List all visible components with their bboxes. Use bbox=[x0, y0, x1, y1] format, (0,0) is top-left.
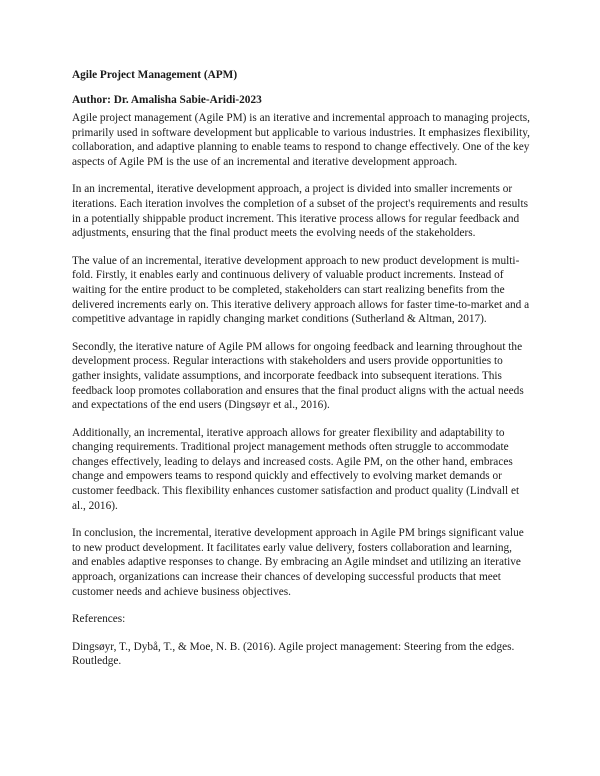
paragraph-feedback: Secondly, the iterative nature of Agile PM allows for ongoing feedback and learning throughout the development process. Regular interactions with stakeholders and users provide opportunities to gather insights, validate assumptions, and incorporate feedback into subsequent iterations. This feedback loop promotes collaboration and ensures that the final product aligns with the actual needs and expectations of the end users (Dingsøyr et al., 2016). bbox=[72, 340, 524, 412]
document-author: Author: Dr. Amalisha Sabie-Aridi-2023 bbox=[72, 94, 262, 106]
reference-item: Dingsøyr, T., Dybå, T., & Moe, N. B. (2016). Agile project management: Steering from the edges. Routledge. bbox=[72, 640, 515, 668]
paragraph-flexibility: Additionally, an incremental, iterative approach allows for greater flexibility and adaptability to changing requirements. Traditional project management methods often struggle to accommodate changes effectively, leading to delays and increased costs. Agile PM, on the other hand, embraces change and empowers teams to respond quickly and effectively to evolving market demands or customer feedback. This flexibility enhances customer satisfaction and product quality (Lindvall et al., 2016). bbox=[72, 426, 520, 512]
paragraph-conclusion: In conclusion, the incremental, iterative development approach in Agile PM brings significant value to new product development. It facilitates early value delivery, fosters collaboration and learning, and enables adaptive responses to change. By embracing an Agile mindset and utilizing an iterative approach, organizations can increase their chances of developing successful products that meet customer needs and achieve business objectives. bbox=[72, 527, 524, 598]
paragraph-iterative-approach: In an incremental, iterative development approach, a project is divided into smaller increments or iterations. Each iteration involves the completion of a subset of the project's requirements and results in a potentially shippable product increment. This iterative process allows for regular feedback and adjustments, ensuring that the final product meets the evolving needs of the stakeholders. bbox=[72, 183, 528, 240]
document-title: Agile Project Management (APM) bbox=[72, 69, 238, 81]
references-heading: References: bbox=[72, 613, 126, 626]
paragraph-value: The value of an incremental, iterative development approach to new product development is multi-fold. Firstly, it enables early and continuous delivery of valuable product increments. Instead of waiting for the entire product to be completed, stakeholders can start realizing benefits from the delivered increments early on. This iterative delivery approach allows for faster time-to-market and a competitive advantage in rapidly changing market conditions (Sutherland & Altman, 2017). bbox=[72, 254, 530, 326]
paragraph-intro: Agile project management (Agile PM) is an iterative and incremental approach to managing projects, primarily used in software development but applicable to various industries. It emphasizes flexibility, collaboration, and adaptive planning to enable teams to respond to change effectively. One of the key aspects of Agile PM is the use of an incremental and iterative development approach. bbox=[72, 112, 530, 168]
